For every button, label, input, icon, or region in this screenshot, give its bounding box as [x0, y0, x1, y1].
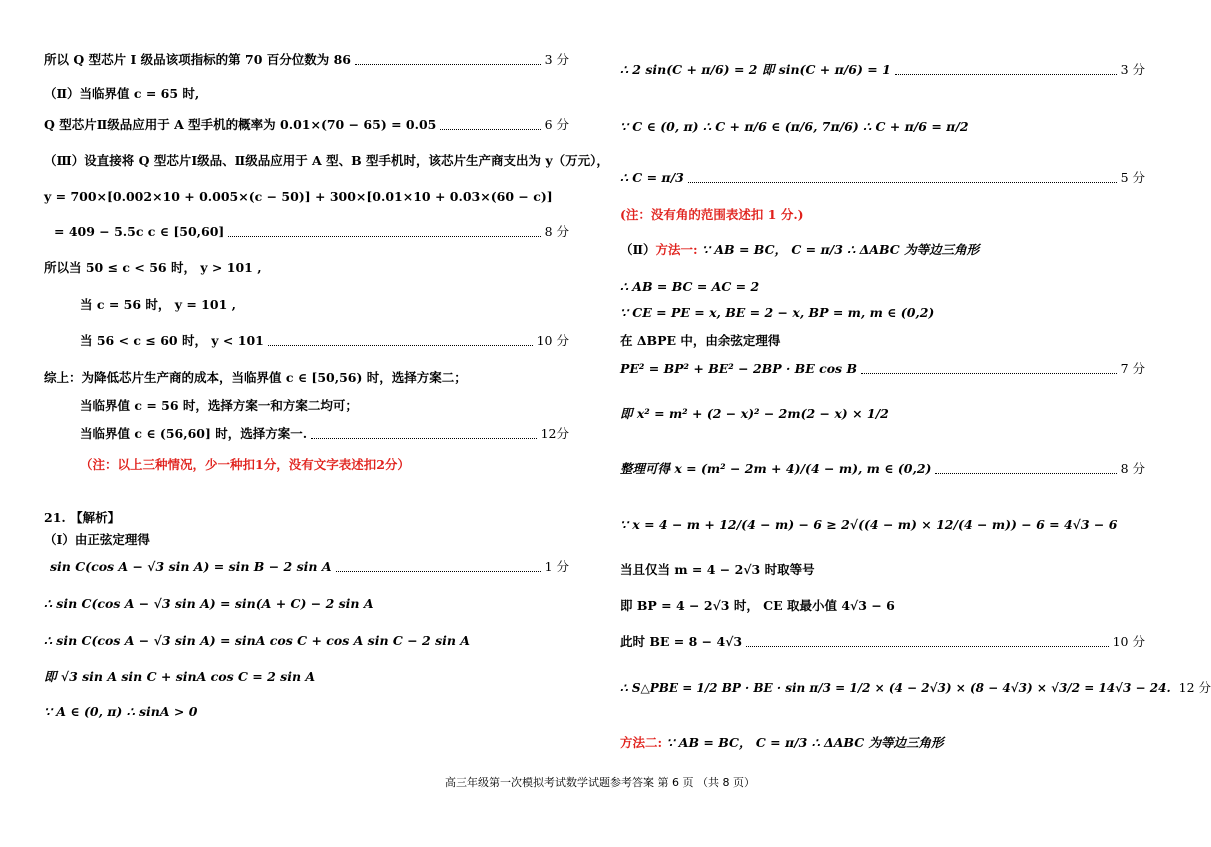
- answer-text: 所以 Q 型芯片 Ⅰ 级品该项指标的第 70 百分位数为 86: [44, 52, 351, 67]
- formula-line: ∵ C ∈ (0, π) ∴ C + π/6 ∈ (π/6, 7π/6) ∴ C + π/6 = π/2: [620, 119, 969, 134]
- formula-line: [620, 359, 1145, 379]
- answer-line: [620, 733, 1145, 753]
- answer-line: [80, 424, 569, 444]
- page-footer: 高三年级第一次模拟考试数学试题参考答案 第 6 页 （共 8 页）: [445, 776, 755, 789]
- answer-line: （Ⅲ）设直接将 Q 型芯片Ⅰ级品、Ⅱ级品应用于 A 型、B 型手机时，该芯片生产商支出为 y（万元），: [44, 153, 609, 168]
- method-label: 方法一:: [655, 242, 698, 257]
- leader-dots: [861, 372, 1117, 374]
- answer-text: ∴ S△PBE = 1/2 BP · BE · sin π/3 = 1/2 × (4 − 2√3) × (8 − 4√3) × √3/2 = 14√3 − 24.: [620, 681, 1171, 695]
- score-mark: 3 分: [544, 52, 569, 67]
- answer-line: 当且仅当 m = 4 − 2√3 时取等号: [620, 562, 815, 577]
- leader-dots: [311, 437, 536, 439]
- leader-dots: [268, 344, 533, 346]
- answer-line: （Ⅰ）由正弦定理得: [44, 532, 150, 547]
- formula-line: ∵ CE = PE = x, BE = 2 − x, BP = m, m ∈ (0,2): [620, 305, 935, 320]
- leader-dots: [355, 63, 541, 65]
- formula-line: 即 x² = m² + (2 − x)² − 2m(2 − x) × 1/2: [620, 406, 889, 421]
- score-mark: 3 分: [1120, 62, 1145, 77]
- formula-line: 即 √3 sin A sin C + sinA cos C = 2 sin A: [44, 669, 316, 684]
- answer-line: （Ⅱ）当临界值 c = 65 时,: [44, 86, 200, 101]
- score-mark: 8 分: [544, 224, 569, 239]
- formula-line: ∴ sin C(cos A − √3 sin A) = sin(A + C) − 2 sin A: [44, 596, 374, 611]
- answer-text: = 409 − 5.5c c ∈ [50,60]: [54, 224, 225, 239]
- formula-line: [620, 60, 1145, 80]
- answer-text: PE² = BP² + BE² − 2BP · BE cos B: [620, 361, 858, 376]
- formula-line: [44, 557, 569, 577]
- answer-line: 当临界值 c = 56 时，选择方案一和方案二均可；: [80, 398, 358, 413]
- score-mark: 6 分: [544, 117, 569, 132]
- formula-line: [620, 459, 1145, 479]
- score-mark: 5 分: [1120, 170, 1145, 185]
- method-label: 方法二:: [620, 735, 663, 750]
- grading-note: (注：没有角的范围表述扣 1 分.): [620, 207, 804, 222]
- formula-line: ∵ A ∈ (0, π) ∴ sinA > 0: [44, 704, 198, 719]
- answer-line: 在 ΔBPE 中，由余弦定理得: [620, 333, 781, 348]
- score-mark: 12分: [540, 426, 569, 441]
- answer-text: ∵ AB = BC， C = π/3 ∴ ΔABC 为等边三角形: [666, 735, 944, 750]
- leader-dots: [935, 472, 1116, 474]
- score-mark: 8 分: [1120, 461, 1145, 476]
- formula-line: ∴ sin C(cos A − √3 sin A) = sinA cos C + cos A sin C − 2 sin A: [44, 633, 470, 648]
- answer-text: sin C(cos A − √3 sin A) = sin B − 2 sin A: [50, 559, 332, 574]
- score-mark: 12 分: [1178, 680, 1211, 695]
- formula-line: ∵ x = 4 − m + 12/(4 − m) − 6 ≥ 2√((4 − m) × 12/(4 − m)) − 6 = 4√3 − 6: [620, 517, 1118, 532]
- formula-line: [620, 168, 1145, 188]
- answer-line: [620, 632, 1145, 652]
- answer-line: [44, 50, 569, 70]
- answer-text: ∴ C = π/3: [620, 170, 684, 185]
- answer-line: 所以当 50 ≤ c < 56 时， y > 101 ,: [44, 260, 262, 275]
- leader-dots: [746, 645, 1109, 647]
- answer-line: [44, 222, 569, 242]
- answer-line: 当 c = 56 时， y = 101 ,: [80, 297, 236, 312]
- answer-text: 此时 BE = 8 − 4√3: [620, 634, 743, 649]
- answer-line: 综上：为降低芯片生产商的成本，当临界值 c ∈ [50,56) 时，选择方案二；: [44, 370, 467, 385]
- question-heading: 21. 【解析】: [44, 510, 121, 525]
- score-mark: 10 分: [1112, 634, 1145, 649]
- grading-note: （注：以上三种情况，少一种扣1分，没有文字表述扣2分）: [80, 457, 410, 472]
- leader-dots: [440, 128, 540, 130]
- leader-dots: [336, 570, 541, 572]
- answer-text: ∴ 2 sin(C + π/6) = 2 即 sin(C + π/6) = 1: [620, 62, 891, 77]
- answer-text: 当临界值 c ∈ (56,60] 时，选择方案一.: [80, 426, 308, 441]
- answer-text: ∵ AB = BC， C = π/3 ∴ ΔABC 为等边三角形: [702, 242, 980, 257]
- answer-line: [80, 331, 569, 351]
- answer-text: 当 56 < c ≤ 60 时， y < 101: [80, 333, 264, 348]
- formula-line: ∴ AB = BC = AC = 2: [620, 279, 760, 294]
- answer-line: [44, 115, 569, 135]
- part-label: （Ⅱ）: [620, 242, 656, 257]
- score-mark: 1 分: [544, 559, 569, 574]
- score-mark: 10 分: [536, 333, 569, 348]
- answer-text: Q 型芯片Ⅱ级品应用于 A 型手机的概率为 0.01×(70 − 65) = 0.05: [44, 117, 437, 132]
- leader-dots: [228, 235, 540, 237]
- formula-line: [620, 678, 1211, 698]
- answer-line: [620, 240, 1145, 260]
- answer-line: 即 BP = 4 − 2√3 时， CE 取最小值 4√3 − 6: [620, 598, 895, 613]
- score-mark: 7 分: [1120, 361, 1145, 376]
- answer-text: 整理可得 x = (m² − 2m + 4)/(4 − m), m ∈ (0,2): [620, 461, 932, 476]
- formula-line: y = 700×[0.002×10 + 0.005×(c − 50)] + 300×[0.01×10 + 0.03×(60 − c)]: [44, 189, 553, 204]
- leader-dots: [895, 73, 1117, 75]
- leader-dots: [688, 181, 1117, 183]
